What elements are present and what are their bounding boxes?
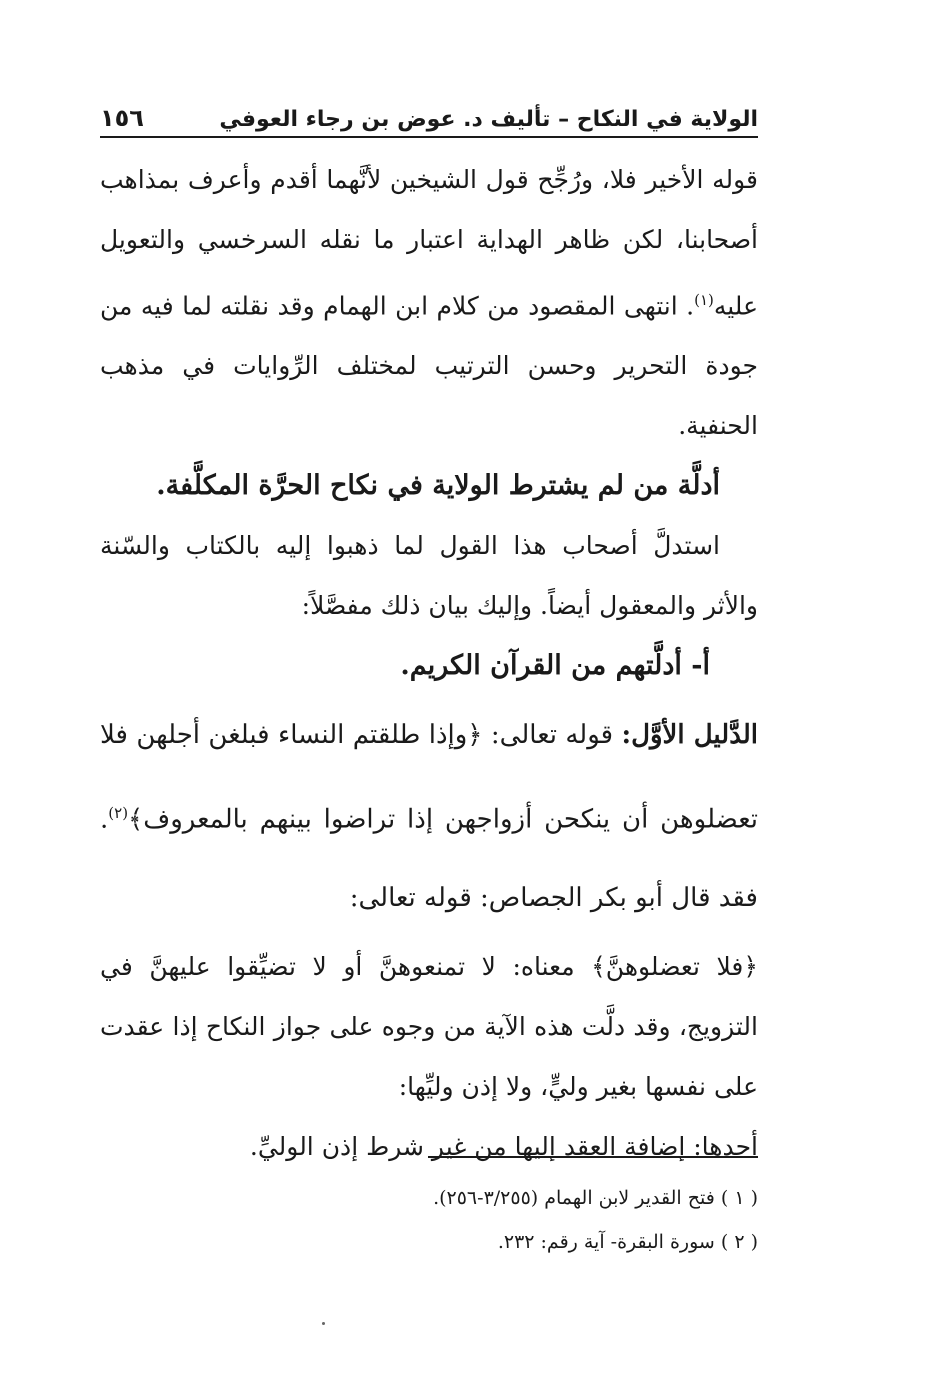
evidence-label: الدَّليل الأوَّل: [621, 720, 758, 751]
paragraph-text: . فقد قال أبو بكر الجصاص: قوله تعالى: [100, 804, 758, 913]
footnote-ref: (٢) [108, 804, 129, 823]
paragraph [100, 150, 758, 456]
header-title: الولاية في النكاح – تأليف د. عوض بن رجاء العوفي [219, 107, 758, 132]
paragraph: أحدها: إضافة العقد إليها من غير شرط إذن الوليِّ. [249, 1131, 758, 1161]
footnote: ( ١ ) فتح القدير لابن الهمام (٣/٢٥٥-٢٥٦). [433, 1187, 758, 1209]
paragraph-text: قوله الأخير فلا، ورُجِّح قول الشيخين لأنَّهما أقدم وأعرف بمذاهب أصحابنا، لكن ظاهر الهداية اعتبار ما نقله السرخسي والتعويل عليه [100, 165, 758, 321]
footnote-ref: (١) [694, 291, 714, 309]
scan-speck [322, 1322, 325, 1325]
footnote: ( ٢ ) سورة البقرة- آية رقم: ٢٣٢. [497, 1231, 758, 1253]
running-header [100, 98, 758, 138]
main-text [100, 150, 758, 1177]
paragraph: استدلَّ أصحاب هذا القول لما ذهبوا إليه بالكتاب والسّنة والأثر والمعقول أيضاً. وإليك بيان ذلك مفصَّلاً: [100, 531, 758, 621]
footnotes [100, 1176, 758, 1264]
section-heading: أدلَّة من لم يشترط الولاية في نكاح الحرَّة المكلَّفة. [156, 470, 720, 502]
page-number: ١٥٦ [100, 104, 144, 132]
verse-text: قوله تعالى: ﴿وإذا طلقتم النساء فبلغن أجلهن فلا تعضلوهن أن ينكحن أزواجهن إذا تراضوا بينهم بالمعروف﴾ [100, 720, 758, 835]
paragraph: ﴿فلا تعضلوهنَّ﴾ معناه: لا تمنعوهنَّ أو لا تضيِّقوا عليهنَّ في التزويج، وقد دلَّت هذه الآية من وجوه على جواز النكاح إذا عقدت على نفسها بغير وليٍّ، ولا إذن وليِّها: [100, 951, 758, 1101]
paragraph-text: . انتهى المقصود من كلام ابن الهمام وقد نقلته لما فيه من جودة التحرير وحسن الترتيب لمختلف الرِّوايات في مذهب الحنفية. [100, 291, 758, 441]
footnote-divider [428, 1156, 758, 1158]
subsection-heading: أ- أدلَّتهم من القرآن الكريم. [400, 650, 710, 682]
evidence-paragraph [100, 696, 758, 937]
